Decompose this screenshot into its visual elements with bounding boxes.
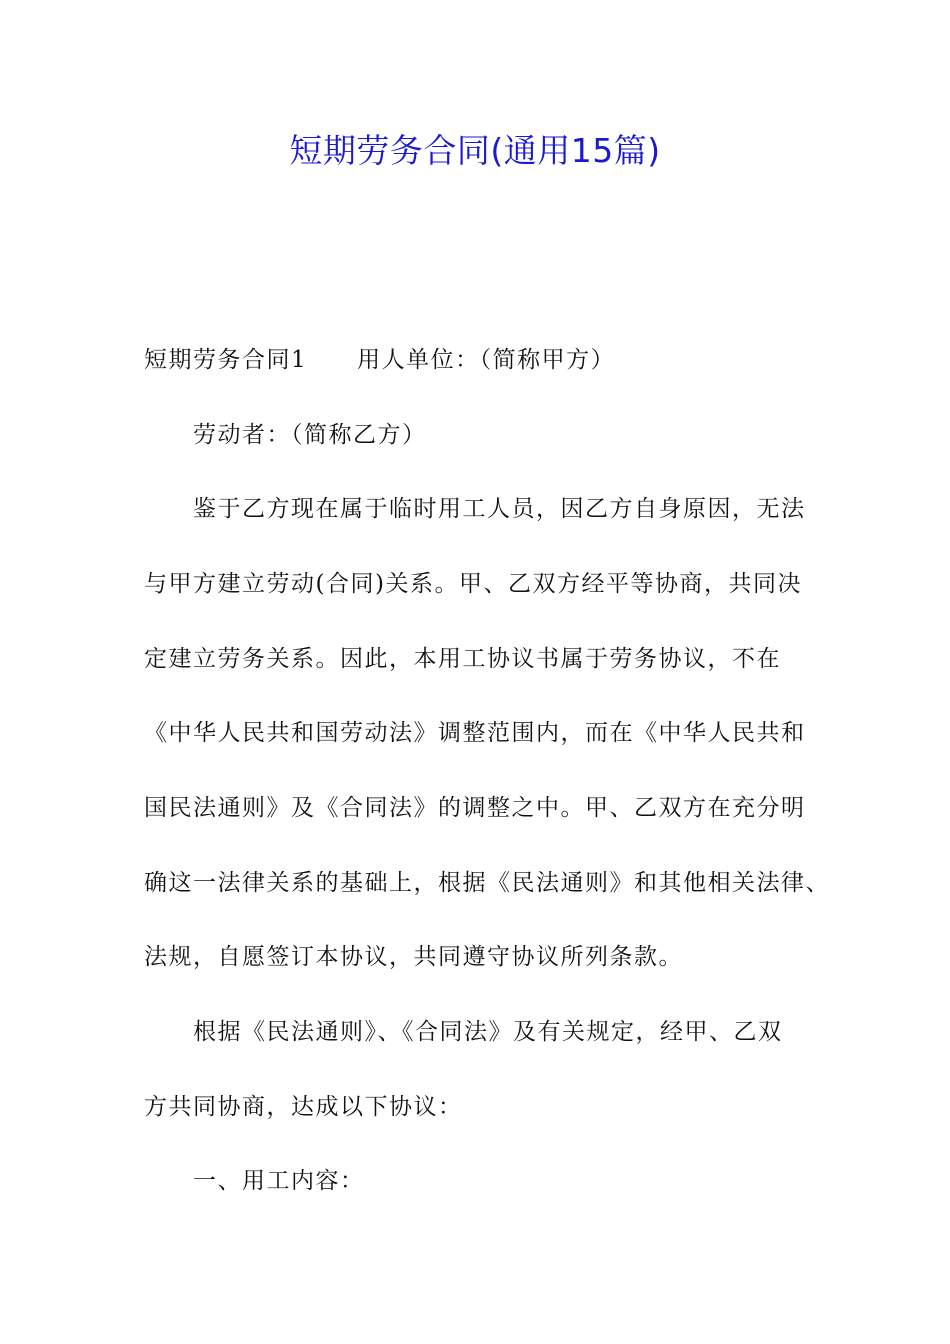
paragraph-line: 根据《民法通则》、《合同法》及有关规定，经甲、乙双 bbox=[193, 1019, 783, 1045]
paragraph-line: 法规，自愿签订本协议，共同遵守协议所列条款。 bbox=[144, 944, 683, 970]
paragraph-line: 方共同协商，达成以下协议： bbox=[144, 1094, 463, 1120]
paragraph-line: 《中华人民共和国劳动法》调整范围内，而在《中华人民共和 bbox=[144, 720, 806, 746]
worker-label: 劳动者：（简称乙方） bbox=[193, 422, 427, 448]
paragraph-line: 与甲方建立劳动(合同)关系。甲、乙双方经平等协商，共同决 bbox=[144, 571, 802, 597]
employer-label: 用人单位：（简称甲方） bbox=[357, 347, 616, 373]
section-heading: 一、用工内容： bbox=[193, 1168, 365, 1194]
paragraph-line-heading bbox=[144, 340, 615, 380]
paragraph-line: 确这一法律关系的基础上，根据《民法通则》和其他相关法律、 bbox=[144, 870, 830, 896]
contract-number-label: 短期劳务合同1 bbox=[144, 347, 308, 373]
paragraph-line: 国民法通则》及《合同法》的调整之中。甲、乙双方在充分明 bbox=[144, 795, 806, 821]
paragraph-line: 定建立劳务关系。因此，本用工协议书属于劳务协议，不在 bbox=[144, 646, 781, 672]
document-title: 短期劳务合同(通用15篇) bbox=[289, 131, 661, 170]
paragraph-line: 鉴于乙方现在属于临时用工人员，因乙方自身原因，无法 bbox=[193, 496, 806, 522]
